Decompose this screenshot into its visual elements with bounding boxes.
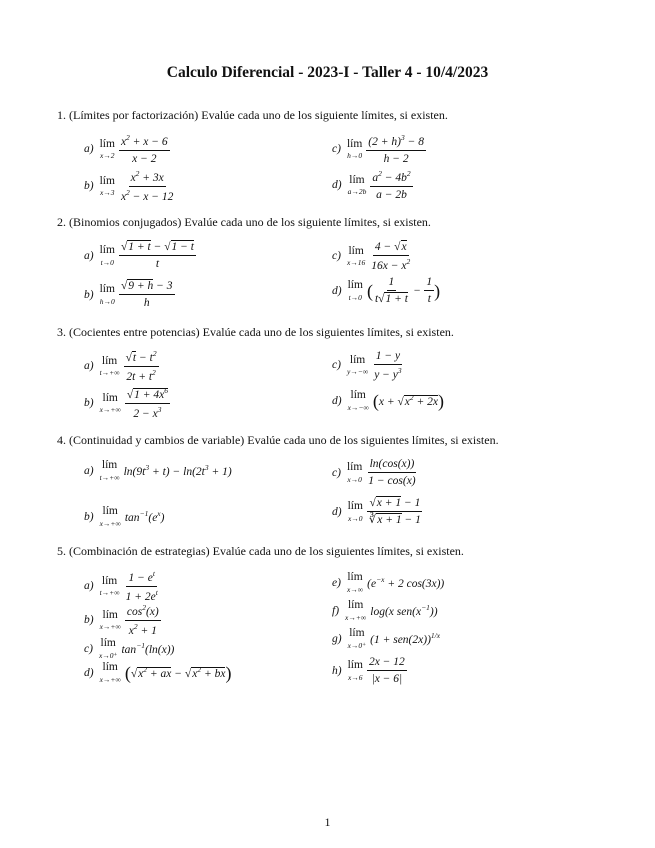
q1-item-d: d) lím a→2b $\frac{a^2 - 4b^2}{a - 2b}$ <box>332 169 411 201</box>
question-5-heading: 5. (Combinación de estrategias) Evalúe cada uno de los siguientes límites, si existen. <box>57 544 464 558</box>
q5-item-h: h) lím x→6 $\frac{2x - 12}{|x - 6|}$ <box>332 656 405 686</box>
question-1-heading: 1. (Límites por factorización) Evalúe cada uno de los siguiente límites, si existen. <box>57 108 448 122</box>
q5-item-b: b) lím x→+∞ $\frac{\cos^2(x)}{x^2 + 1}$ <box>84 603 159 637</box>
q4-item-b: b) lím x→+∞ $\tan^{-1}(e^x)$ <box>84 505 165 528</box>
q5-item-d: d) lím x→+∞ ( $√x^2$ + ax − $√x^2$ + bx ) <box>84 661 232 684</box>
q4-item-c: c) lím x→0 $\frac{\ln(\cos(x))}{1 - \cos(x)}$ <box>332 458 416 488</box>
q5-item-f: f) lím x→+∞ log(x $sen(x^{-1})$) <box>332 599 438 622</box>
q3-item-b: b) lím x→+∞ $\frac{√1 + 4x^6}{2 - x^3}$ <box>84 386 169 420</box>
q2-item-d: d) lím t→0 ( $\frac{1}{t√1 + t}$ − $\frac{1}{t}$ ) <box>332 276 441 306</box>
q5-item-e: e) lím x→∞ ($e^{-x} + 2$ cos(3x)) <box>332 571 445 594</box>
question-3-heading: 3. (Cocientes entre potencias) Evalúe cada uno de los siguientes límites, si existen. <box>57 325 454 339</box>
question-4-heading: 4. (Continuidad y cambios de variable) Evalúe cada uno de los siguientes límites, si existen. <box>57 433 499 447</box>
q5-item-a: a) lím t→+∞ $\frac{1 - e^t}{1 + 2e^t}$ <box>84 569 158 603</box>
page-number: 1 <box>324 815 331 829</box>
question-2-heading: 2. (Binomios conjugados) Evalúe cada uno de los siguiente límites, si existen. <box>57 215 431 229</box>
q4-item-a: a) lím t→+∞ $\ln(9t^3 + t) - \ln(2t^3 + 1)$ <box>84 459 232 482</box>
q1-item-a: a) lím x→2 $\frac{x^2 + x - 6}{x - 2}$ <box>84 133 168 165</box>
q2-item-c: c) lím x→16 $\frac{4 - √x}{16x - x^2}$ <box>332 241 411 272</box>
document-title: Calculo Diferencial - 2023-I - Taller 4 - 10/4/2023 <box>166 64 489 81</box>
q5-item-c: c) lím x→0⁺ $\tan^{-1}(\ln(x))$ <box>84 637 175 660</box>
q4-item-d: d) lím x→0 $\frac{√x + 1 - 1}{∛x + 1 - 1}$ <box>332 497 421 527</box>
q3-item-d: d) lím x→−∞ ( $x + √x^2 + 2x$ ) <box>332 389 445 412</box>
q5-item-g: g) lím x→0⁺ $(1 + sen(2x))^{1/x}$ <box>332 627 441 650</box>
q2-item-b: b) lím h→0 $\frac{√9 + h - 3}{h}$ <box>84 280 173 310</box>
q3-item-a: a) lím t→+∞ $\frac{√t - t^2}{2t + t^2}$ <box>84 349 157 383</box>
q1-item-c: c) lím h→0 $\frac{(2 + h)^3 - 8}{h - 2}$ <box>332 133 424 165</box>
q3-item-c: c) lím y→−∞ $\frac{1 - y}{y - y^3}$ <box>332 350 402 381</box>
q2-item-a: a) lím t→0 $\frac{√1 + t - √1 - t}{t}$ <box>84 241 195 271</box>
q1-item-b: b) lím x→3 $\frac{x^2 + 3x}{x^2 - x - 12}$ <box>84 169 174 203</box>
